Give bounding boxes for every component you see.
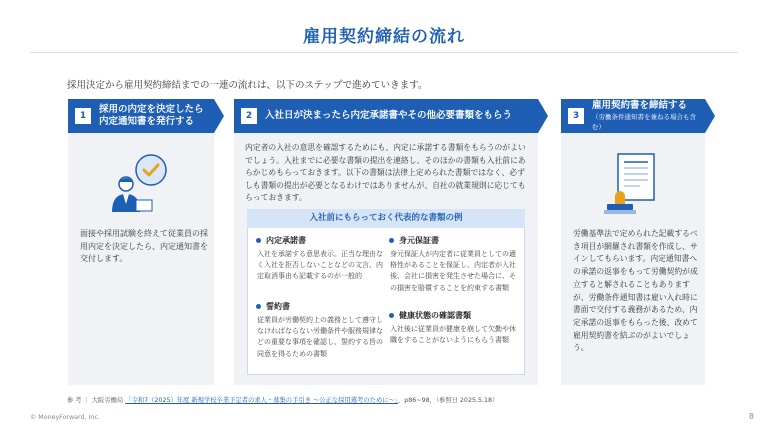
step-number: 1: [75, 108, 91, 124]
document-item: [256, 235, 384, 283]
document-item-desc: 入社後に従業員が健康を崩して欠勤や休職をすることがないようにもらう書類: [390, 325, 516, 345]
document-item-title-row: [389, 310, 517, 321]
step-3-body: 労働基準法で定められた記載するべき項目が網羅され書類を作成し、サインしてもらいます。内定通知書への承諾の返事をもって労働契約が成立すると解されることもありますが、労働条件通知書は雇い入れ時に書面で交付する義務があるため、内定承諾の返事をもらった後、改めて雇用契約書を結ぶのがよいでしょう。: [573, 229, 698, 353]
step-label: [99, 104, 204, 128]
document-item-title-row: [389, 235, 517, 246]
step-3-header: [561, 99, 705, 133]
reference-source: 大阪労働局: [91, 397, 124, 404]
document-item-desc: 入社を承諾する意思表示。正当な理由なく入社を拒否しないことなどの文言、内定取消事由も記載するのが一般的: [257, 250, 383, 281]
document-item-title: 誓約書: [266, 302, 290, 311]
document-item-desc: 身元保証人が内定者に従業員としての適格性があることを保証し、内定者が入社後、会社に損害を発生させた場合に、その損害を賠償することを約束する書類: [390, 250, 516, 292]
document-examples-heading: 入社前にもらっておく代表的な書類の例: [247, 209, 525, 228]
reference-note: [67, 395, 498, 404]
document-item: [389, 235, 517, 294]
hiring-approval-icon: [108, 150, 172, 216]
reference-label: 参 考: [67, 397, 82, 404]
title-divider: [30, 52, 738, 53]
page-title: 雇用契約締結の流れ: [303, 27, 465, 47]
bullet-icon: [256, 304, 261, 309]
step-sublabel: （労働条件通知書を兼ねる場合も含む）: [592, 113, 696, 131]
step-label: [592, 100, 705, 132]
step-label-line2: 内定通知書を発行する: [99, 116, 195, 127]
document-item-title-row: [256, 235, 384, 246]
document-item: [256, 301, 384, 360]
document-item-title: 健康状態の確認書類: [399, 311, 471, 320]
step-label-main: 雇用契約書を締結する: [592, 100, 688, 111]
bullet-icon: [389, 313, 394, 318]
document-item: [389, 310, 517, 346]
bullet-icon: [389, 238, 394, 243]
document-item-title: 内定承諾書: [266, 236, 306, 245]
document-item-title: 身元保証書: [399, 236, 439, 245]
step-1-header: [68, 99, 214, 133]
document-item-title-row: [256, 301, 384, 312]
reference-separator: |: [85, 397, 88, 404]
step-1-body: 面接や採用試験を終えて従業員の採用内定を決定したら、内定通知書を交付します。: [80, 229, 208, 263]
intro-text: 採用決定から雇用契約締結までの一連の流れは、以下のステップで進めていきます。: [67, 80, 428, 91]
copyright: © MoneyForward, Inc.: [30, 414, 100, 421]
contract-document-icon: [604, 152, 662, 216]
step-2-body: 内定者の入社の意思を確認するためにも、内定に承諾する書類をもらうのがよいでしょう。入社までに必要な書類の提出を連絡し、そのほかの書類も入社前にあらかじめもらっておきます。以下の書類は法律上定められた書類ではなく、必ずしも書類の提出が必要となるわけではありませんが、自社の就業規則に応じてもらっておきます。: [245, 143, 526, 203]
document-item-desc: 従業員が労働契約上の義務として遵守しなければならない労働条件や服務規律などの重要な事項を確認し、誓約する旨の同意を得るための書類: [257, 316, 383, 358]
bullet-icon: [256, 238, 261, 243]
step-number: 3: [568, 108, 584, 124]
step-number: 2: [241, 108, 257, 124]
reference-link[interactable]: 「令和7（2025）年度 新規学校卒業予定者の求人・募集の手引き ～公正な採用選考のために～」: [125, 397, 398, 404]
step-label-line1: 採用の内定を決定したら: [99, 104, 204, 115]
reference-tail: ，p86~98，（参照日 2025.5.18）: [398, 397, 499, 404]
page-number: 8: [748, 412, 754, 421]
step-2-header: [234, 99, 538, 133]
step-label: 入社日が決まったら内定承諾書やその他必要書類をもらう: [265, 110, 513, 121]
